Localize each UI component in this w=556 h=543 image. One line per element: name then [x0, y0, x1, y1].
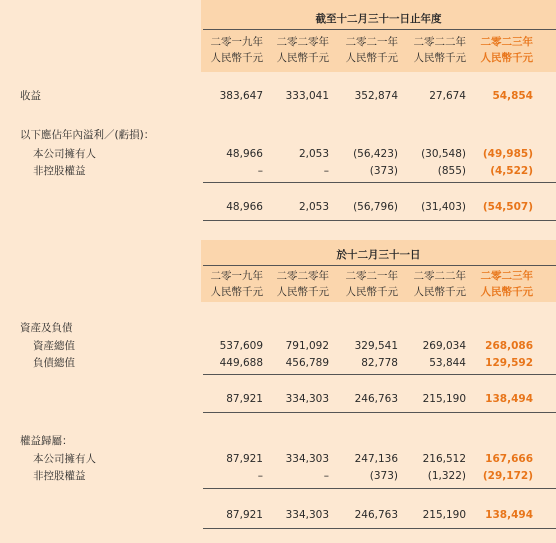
- cell: –: [323, 165, 329, 177]
- cell: –: [323, 470, 329, 482]
- row-label: 權益歸屬：: [20, 435, 73, 447]
- cell: 53,844: [429, 357, 466, 369]
- cell: 167,666: [485, 453, 533, 465]
- cell: 87,921: [226, 393, 263, 405]
- cell: 27,674: [429, 90, 466, 102]
- cell: (56,796): [353, 201, 398, 213]
- row-label: 非控股權益: [33, 165, 86, 177]
- cell: 87,921: [226, 509, 263, 521]
- s1-total-rule-bottom: [203, 220, 556, 221]
- row-label: 非控股權益: [33, 470, 86, 482]
- cell: 334,303: [285, 393, 329, 405]
- cell: (855): [437, 165, 466, 177]
- row-net-assets: [0, 391, 556, 407]
- section1-title-rule: [203, 29, 556, 30]
- s2-year-2022: 二零二二年: [413, 270, 466, 282]
- cell: 82,778: [361, 357, 398, 369]
- cell: (29,172): [482, 470, 533, 482]
- s1-subtotal-rule-top: [203, 182, 556, 183]
- cell: 329,541: [354, 340, 398, 352]
- row-nci: [0, 163, 556, 179]
- cell: (1,322): [427, 470, 466, 482]
- cell: 247,136: [354, 453, 398, 465]
- s1-unit-2020: 人民幣千元: [276, 52, 329, 64]
- row-label: 以下應佔年內溢利／(虧損)：: [20, 129, 155, 141]
- row-equity-owners: [0, 451, 556, 467]
- row-total-liabilities: [0, 355, 556, 371]
- s1-unit-2023: 人民幣千元: [480, 52, 533, 64]
- cell: 246,763: [354, 509, 398, 521]
- cell: (4,522): [490, 165, 533, 177]
- cell: 138,494: [485, 509, 533, 521]
- row-label: 資產總值: [33, 340, 75, 352]
- cell: 456,789: [285, 357, 329, 369]
- s2-total-rule-top: [203, 488, 556, 489]
- s1-year-2021: 二零二一年: [345, 36, 398, 48]
- cell: 791,092: [285, 340, 329, 352]
- cell: 87,921: [226, 453, 263, 465]
- row-equity-nci: [0, 468, 556, 484]
- cell: 268,086: [485, 340, 533, 352]
- cell: (373): [369, 470, 398, 482]
- cell: 352,874: [354, 90, 398, 102]
- section2-title-rule: [203, 265, 556, 266]
- cell: 269,034: [422, 340, 466, 352]
- cell: –: [257, 165, 263, 177]
- s1-year-2022: 二零二二年: [413, 36, 466, 48]
- cell: (30,548): [421, 148, 466, 160]
- cell: (56,423): [353, 148, 398, 160]
- row-total-assets: [0, 338, 556, 354]
- cell: 54,854: [492, 90, 533, 102]
- s1-year-2019: 二零一九年: [210, 36, 263, 48]
- row-label: 負債總值: [33, 357, 75, 369]
- row-revenue: [0, 88, 556, 104]
- s2-unit-2019: 人民幣千元: [210, 286, 263, 298]
- s1-unit-2022: 人民幣千元: [413, 52, 466, 64]
- s2-unit-2022: 人民幣千元: [413, 286, 466, 298]
- row-label: 資產及負債: [20, 322, 73, 334]
- row-profit-heading: [0, 127, 556, 143]
- cell: 215,190: [422, 509, 466, 521]
- cell: 2,053: [298, 201, 329, 213]
- cell: 334,303: [285, 453, 329, 465]
- s2-unit-2023: 人民幣千元: [480, 286, 533, 298]
- cell: 216,512: [422, 453, 466, 465]
- s1-unit-2021: 人民幣千元: [345, 52, 398, 64]
- row-equity-heading: [0, 433, 556, 449]
- cell: 138,494: [485, 393, 533, 405]
- row-label: 收益: [20, 90, 41, 102]
- row-label: 本公司擁有人: [33, 453, 96, 465]
- s2-year-2023: 二零二三年: [480, 270, 533, 282]
- s2-year-2020: 二零二零年: [276, 270, 329, 282]
- cell: –: [257, 470, 263, 482]
- section2-title: 於十二月三十一日: [336, 249, 421, 261]
- cell: 129,592: [485, 357, 533, 369]
- cell: (49,985): [482, 148, 533, 160]
- row-s1-total: [0, 199, 556, 215]
- cell: 449,688: [219, 357, 263, 369]
- s2-total-rule-bottom: [203, 528, 556, 529]
- s2-unit-2020: 人民幣千元: [276, 286, 329, 298]
- s1-unit-2019: 人民幣千元: [210, 52, 263, 64]
- row-al-heading: [0, 320, 556, 336]
- s2-net-rule-bottom: [203, 412, 556, 413]
- row-s2-total: [0, 507, 556, 523]
- cell: 334,303: [285, 509, 329, 521]
- cell: 383,647: [219, 90, 263, 102]
- section1-title: 截至十二月三十一日止年度: [315, 13, 442, 25]
- cell: (373): [369, 165, 398, 177]
- s2-year-2021: 二零二一年: [345, 270, 398, 282]
- cell: (54,507): [482, 201, 533, 213]
- s2-year-2019: 二零一九年: [210, 270, 263, 282]
- s2-net-rule-top: [203, 374, 556, 375]
- cell: 537,609: [219, 340, 263, 352]
- cell: 48,966: [226, 148, 263, 160]
- cell: 246,763: [354, 393, 398, 405]
- cell: 2,053: [298, 148, 329, 160]
- s1-year-2023: 二零二三年: [480, 36, 533, 48]
- s2-unit-2021: 人民幣千元: [345, 286, 398, 298]
- cell: (31,403): [421, 201, 466, 213]
- row-label: 本公司擁有人: [33, 148, 96, 160]
- cell: 333,041: [285, 90, 329, 102]
- s1-year-2020: 二零二零年: [276, 36, 329, 48]
- cell: 48,966: [226, 201, 263, 213]
- cell: 215,190: [422, 393, 466, 405]
- row-owners: [0, 146, 556, 162]
